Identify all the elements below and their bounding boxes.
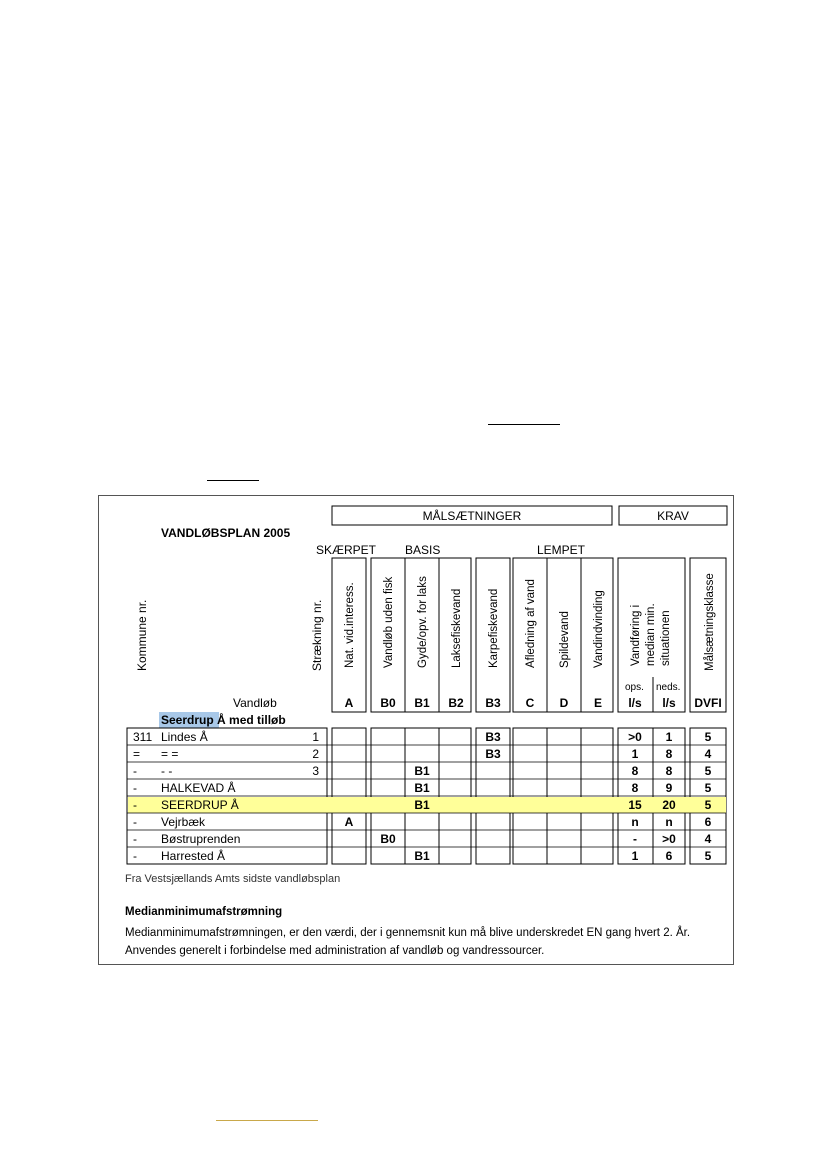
row-name: Harrested Å [161,849,226,863]
row-dvfi: 5 [704,730,712,744]
row-neds: 9 [665,781,673,795]
row-mark: B0 [380,832,396,846]
row-ops: 8 [631,764,639,778]
row-kommune: - [133,781,137,795]
row-name: Bøstruprenden [161,832,241,846]
neds-label: neds. [656,682,681,693]
row-name: HALKEVAD Å [161,781,236,795]
underline-mark-3 [216,1120,318,1121]
row-mark: B3 [485,747,501,761]
rot-label-a: Nat. vid.interess. [344,582,356,668]
row-kommune: - [133,849,137,863]
row-straekning: 2 [312,747,319,761]
rot-label-d: Spildevand [559,611,571,668]
group-skaerpet: SKÆRPET [316,543,377,557]
vandlobsplan-table [99,496,735,866]
row-mark: B1 [414,781,430,795]
row-neds: >0 [662,832,676,846]
row-dvfi: 4 [704,832,712,846]
vandforing-line-2: median min. [645,603,657,666]
rot-label-b3: Karpefiskevand [488,588,500,668]
table-title: VANDLØBSPLAN 2005 [161,526,291,540]
row-kommune: - [133,798,137,812]
rot-label-c: Afledning af vand [525,579,537,668]
row-kommune: 311 [133,730,153,744]
rot-label-b0: Vandløb uden fisk [383,576,395,668]
row-dvfi: 6 [704,815,712,829]
table-caption: Fra Vestsjællands Amts sidste vandløbsplan [125,873,341,885]
kommune-label: Kommune nr. [135,599,149,671]
row-kommune: - [133,815,137,829]
malklasse-label: Målsætningsklasse [704,573,716,671]
row-ops: 1 [631,849,639,863]
row-dvfi: 5 [704,781,712,795]
row-name: Lindes Å [161,730,208,744]
code-e: E [593,696,603,710]
underline-mark-2 [207,480,259,481]
row-ops: - [633,832,637,846]
code-b3: B3 [485,696,501,710]
dvfi-label: DVFI [694,696,722,710]
row-name: - - [161,764,173,778]
group-basis: BASIS [405,543,441,557]
row-mark: A [344,815,354,829]
row-mark: B3 [485,730,501,744]
code-b2: B2 [448,696,464,710]
median-heading: Medianminimumafstrømning [125,906,283,918]
rot-label-e: Vandindvinding [593,590,605,668]
row-neds: 6 [665,849,673,863]
krav-header: KRAV [657,509,689,523]
median-text: Medianminimumafstrømningen, er den værdi, der i gennemsnit kun må blive underskredet EN gang hvert 2. År. Anvendes generelt i forbindelse med administration af vandløb og vandressourcer. [125,927,691,957]
row-mark: B1 [414,798,430,812]
row-kommune: - [133,764,137,778]
row-dvfi: 5 [704,798,712,812]
row-neds: 20 [662,798,676,812]
row-neds: 8 [665,747,673,761]
row-neds: 1 [665,730,673,744]
unit-neds: l/s [662,696,676,710]
row-straekning: 3 [312,764,319,778]
row-dvfi: 4 [704,747,712,761]
table-figure [98,495,734,965]
row-neds: n [665,815,673,829]
code-b1: B1 [414,696,430,710]
ops-label: ops. [625,682,644,693]
row-mark: B1 [414,764,430,778]
rot-label-b1: Gyde/opv. for laks [417,576,429,668]
row-ops: 8 [631,781,639,795]
code-c: C [525,696,535,710]
row-neds: 8 [665,764,673,778]
row-ops: 1 [631,747,639,761]
row-name: Vejrbæk [161,815,206,829]
code-b0: B0 [380,696,396,710]
row-name: SEERDRUP Å [161,798,239,812]
section-title: Seerdrup Å med tilløb [161,713,286,727]
straekning-label: Strækning nr. [310,599,324,671]
row-straekning: 1 [312,730,319,744]
vandforing-line-3: situationen [660,610,672,666]
row-dvfi: 5 [704,764,712,778]
row-ops: 15 [628,798,642,812]
code-a: A [344,696,354,710]
row-ops: >0 [628,730,642,744]
row-kommune: = [133,747,141,761]
unit-ops: l/s [628,696,642,710]
group-lempet: LEMPET [537,543,586,557]
underline-mark-1 [488,424,560,425]
code-d: D [559,696,569,710]
row-ops: n [631,815,639,829]
row-mark: B1 [414,849,430,863]
rot-label-b2: Laksefiskevand [451,588,463,668]
vandforing-line-1: Vandføring i [630,604,642,666]
row-kommune: - [133,832,137,846]
malsaetninger-header: MÅLSÆTNINGER [422,509,522,523]
row-name: = = [161,747,179,761]
row-dvfi: 5 [704,849,712,863]
vandlob-label: Vandløb [233,696,277,710]
